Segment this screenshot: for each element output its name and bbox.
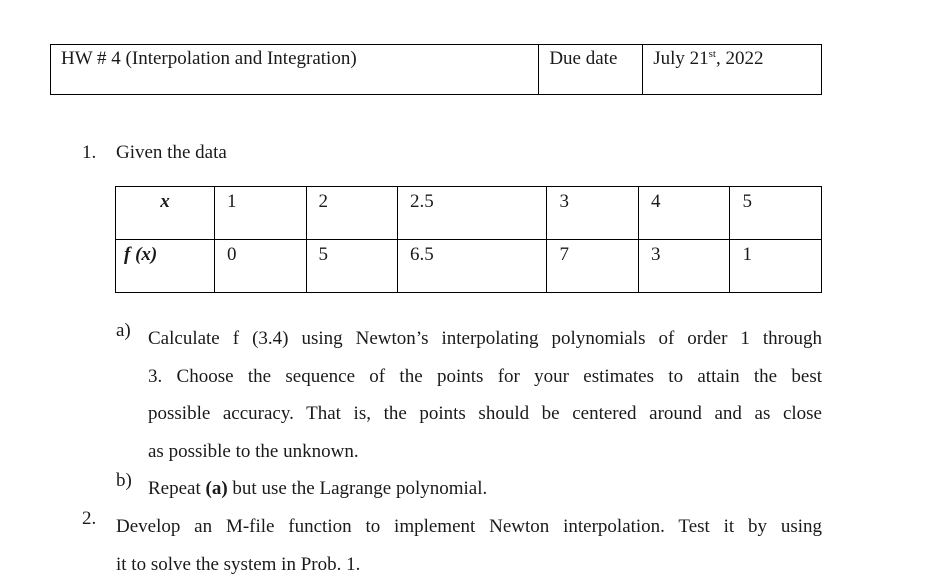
problem-1-number: 1. xyxy=(82,142,97,163)
table-cell: 0 xyxy=(215,240,307,293)
table-cell: 5 xyxy=(306,240,398,293)
part-a-line: 3. Choose the sequence of the points for your estimates to attain the best xyxy=(148,365,822,387)
problem-2-line: Develop an M-file function to implement Newton interpolation. Test it by using xyxy=(116,516,822,537)
problem-1-intro: Given the data xyxy=(116,142,227,163)
table-cell: 3 xyxy=(638,240,730,293)
table-cell: 1 xyxy=(730,240,822,293)
problem-2-line: it to solve the system in Prob. 1. xyxy=(116,553,361,575)
table-cell: 5 xyxy=(730,187,822,240)
part-a-text xyxy=(148,320,822,470)
table-row-fx xyxy=(116,240,822,293)
problem-2-text xyxy=(116,508,822,583)
part-a-line: as possible to the unknown. xyxy=(148,440,359,462)
table-cell: 7 xyxy=(547,240,639,293)
part-b-label: b) xyxy=(116,470,132,491)
header-table xyxy=(50,44,822,95)
part-b-text: Repeat (a) but use the Lagrange polynomial. xyxy=(148,478,488,499)
table-cell: 6.5 xyxy=(398,240,547,293)
problem-2-number: 2. xyxy=(82,508,97,529)
table-row-x xyxy=(116,187,822,240)
table-cell: 2 xyxy=(306,187,398,240)
part-a-line: Calculate f (3.4) using Newton’s interpolating polynomials of order 1 through xyxy=(148,328,822,349)
due-date-value: July 21st, 2022 xyxy=(643,45,822,95)
table-cell: 1 xyxy=(215,187,307,240)
data-table xyxy=(115,186,822,293)
table-cell: 4 xyxy=(638,187,730,240)
x-header: x xyxy=(116,187,215,240)
part-a-label: a) xyxy=(116,320,131,341)
fx-header: f (x) xyxy=(116,240,215,293)
assignment-title: HW # 4 (Interpolation and Integration) xyxy=(51,45,539,95)
due-date-label: Due date xyxy=(539,45,643,95)
part-a-line: possible accuracy. That is, the points should be centered around and as close xyxy=(148,403,822,424)
table-cell: 2.5 xyxy=(398,187,547,240)
table-cell: 3 xyxy=(547,187,639,240)
